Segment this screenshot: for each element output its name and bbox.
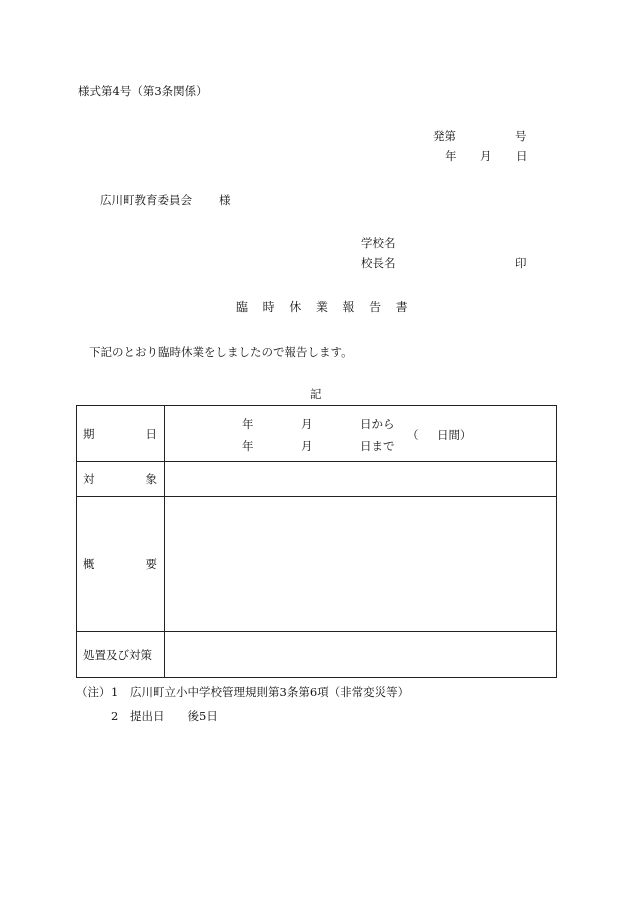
target-label-right: 象 [145,472,157,486]
target-row [77,462,557,497]
measures-label [77,632,165,678]
ki-mark: 記 [310,387,322,401]
issue-year: 年 [445,149,457,163]
form-number: 様式第4号（第3条関係） [78,84,208,98]
school-name-label: 学校名 [361,236,396,250]
days-open-paren: （ [407,428,419,442]
issue-day: 日 [516,149,528,163]
target-label [77,462,165,497]
target-field[interactable] [165,462,557,497]
to-year: 年 [242,439,254,453]
note-1-text: 広川町立小中学校管理規則第3条第6項（非常変災等） [130,685,410,699]
period-label [77,406,165,462]
period-row [77,406,557,462]
summary-label [77,497,165,632]
document-title: 臨 時 休 業 報 告 書 [236,300,414,314]
to-month: 月 [301,439,313,453]
issue-number-prefix: 発第 [433,129,456,143]
seal-mark: 印 [515,256,527,270]
summary-row [77,497,557,632]
from-day: 日から [360,417,395,431]
note-1-number: 1 [111,685,119,699]
period-label-right: 日 [145,426,157,441]
note-2-number: 2 [111,709,119,723]
issue-number-suffix: 号 [515,129,527,143]
measures-field[interactable] [165,632,557,678]
summary-field[interactable] [165,497,557,632]
principal-name-label: 校長名 [361,256,396,270]
target-label-left: 対 [83,472,95,486]
issue-month: 月 [480,149,492,163]
summary-label-right: 要 [145,557,157,571]
days-unit: 日間） [437,428,472,442]
intro-text: 下記のとおり臨時休業をしましたので報告します。 [89,345,353,359]
recipient-name: 広川町教育委員会 [100,193,192,207]
recipient-honorific: 様 [219,193,231,207]
from-month: 月 [301,417,313,431]
period-label-left: 期 [83,426,95,441]
measures-row [77,632,557,678]
note-2-text: 提出日 後5日 [130,709,218,723]
notes-prefix: （注） [76,685,111,699]
report-table [76,405,557,678]
to-day: 日まで [360,439,395,453]
from-year: 年 [242,417,254,431]
summary-label-left: 概 [83,557,95,571]
measures-label-text: 処置及び対策 [83,647,152,662]
period-field[interactable] [165,406,557,462]
